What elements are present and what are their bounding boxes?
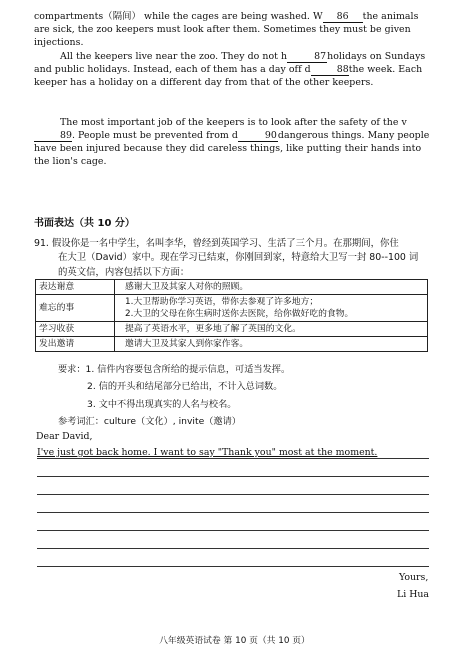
table-row: [36, 322, 428, 337]
letter-opening: I've just got back home. I want to say "Thank you" most at the moment.: [37, 447, 378, 458]
page-footer: 八年级英语试卷 第 10 页（共 10 页）: [159, 636, 310, 646]
table-label: 学习收获: [36, 322, 115, 337]
table-content: 邀请大卫及其家人到你家作客。: [115, 337, 428, 352]
letter-closing: Yours,: [399, 572, 429, 583]
question-91-line-3: 的英文信，内容包括以下方面：: [58, 267, 190, 278]
blank-88: 88: [311, 64, 349, 76]
reference-vocabulary: 参考词汇：culture（文化）, invite（邀请）: [58, 416, 241, 427]
table-label: 发出邀请: [36, 337, 115, 352]
requirement-3: 3. 文中不得出现真实的人名与校名。: [87, 399, 237, 410]
passage-paragraph-2: All the keepers live near the zoo. They do not h 87holidays on Sundays and public holidays. Instead, each of them has a day off d 88the week. Each keeper has a holiday on a different day from that of the other keepers.: [34, 51, 426, 88]
letter-signature: Li Hua: [397, 589, 430, 600]
question-91-line-2: 在大卫（David）家中。现在学习已结束，你刚回到家，特意给大卫写一封 80--100 词: [58, 252, 419, 263]
letter-greeting: Dear David,: [36, 431, 93, 442]
table-row: [36, 295, 428, 322]
writing-line: [37, 458, 429, 459]
table-label: 难忘的事: [36, 295, 115, 322]
writing-line: [37, 512, 429, 513]
table-row: [36, 337, 428, 352]
table-label: 表达谢意: [36, 280, 115, 295]
blank-87: 87: [287, 51, 327, 63]
table-row: [36, 280, 428, 295]
blank-90: 90: [238, 130, 278, 142]
requirement-1: 要求：1. 信件内容要包含所给的提示信息，可适当发挥。: [58, 364, 291, 375]
content-table: [35, 279, 428, 352]
passage-paragraph-1: compartments（隔间） while the cages are being washed. W 86 the animals are sick, the zoo keepers must look after them. Sometimes they must be given injections.: [34, 11, 419, 48]
writing-line: [37, 476, 429, 477]
table-content: 感谢大卫及其家人对你的照顾。: [115, 280, 428, 295]
writing-line: [37, 566, 429, 567]
question-91-line-1: 91. 假设你是一名中学生，名叫李华，曾经到英国学习、生活了三个月。在那期间，你住: [34, 238, 399, 249]
passage-paragraph-3: The most important job of the keepers is to look after the safety of the v89. People must be prevented from d 90dangerous things. Many people have been injured because they did careless things, like putting their hands into the lion's cage.: [34, 117, 430, 167]
blank-89: 89: [34, 130, 72, 142]
writing-line: [37, 494, 429, 495]
requirement-2: 2. 信的开头和结尾部分已给出，不计入总词数。: [87, 381, 283, 392]
table-content: 提高了英语水平，更多地了解了英国的文化。: [115, 322, 428, 337]
writing-line: [37, 548, 429, 549]
writing-line: [37, 530, 429, 531]
blank-86: 86: [323, 11, 363, 23]
section-title: 书面表达（共 10 分）: [34, 218, 135, 229]
table-content: 1.大卫帮助你学习英语，带你去参观了许多地方； 2.大卫的父母在你生病时送你去医院，给你做好吃的食物。: [115, 295, 428, 322]
